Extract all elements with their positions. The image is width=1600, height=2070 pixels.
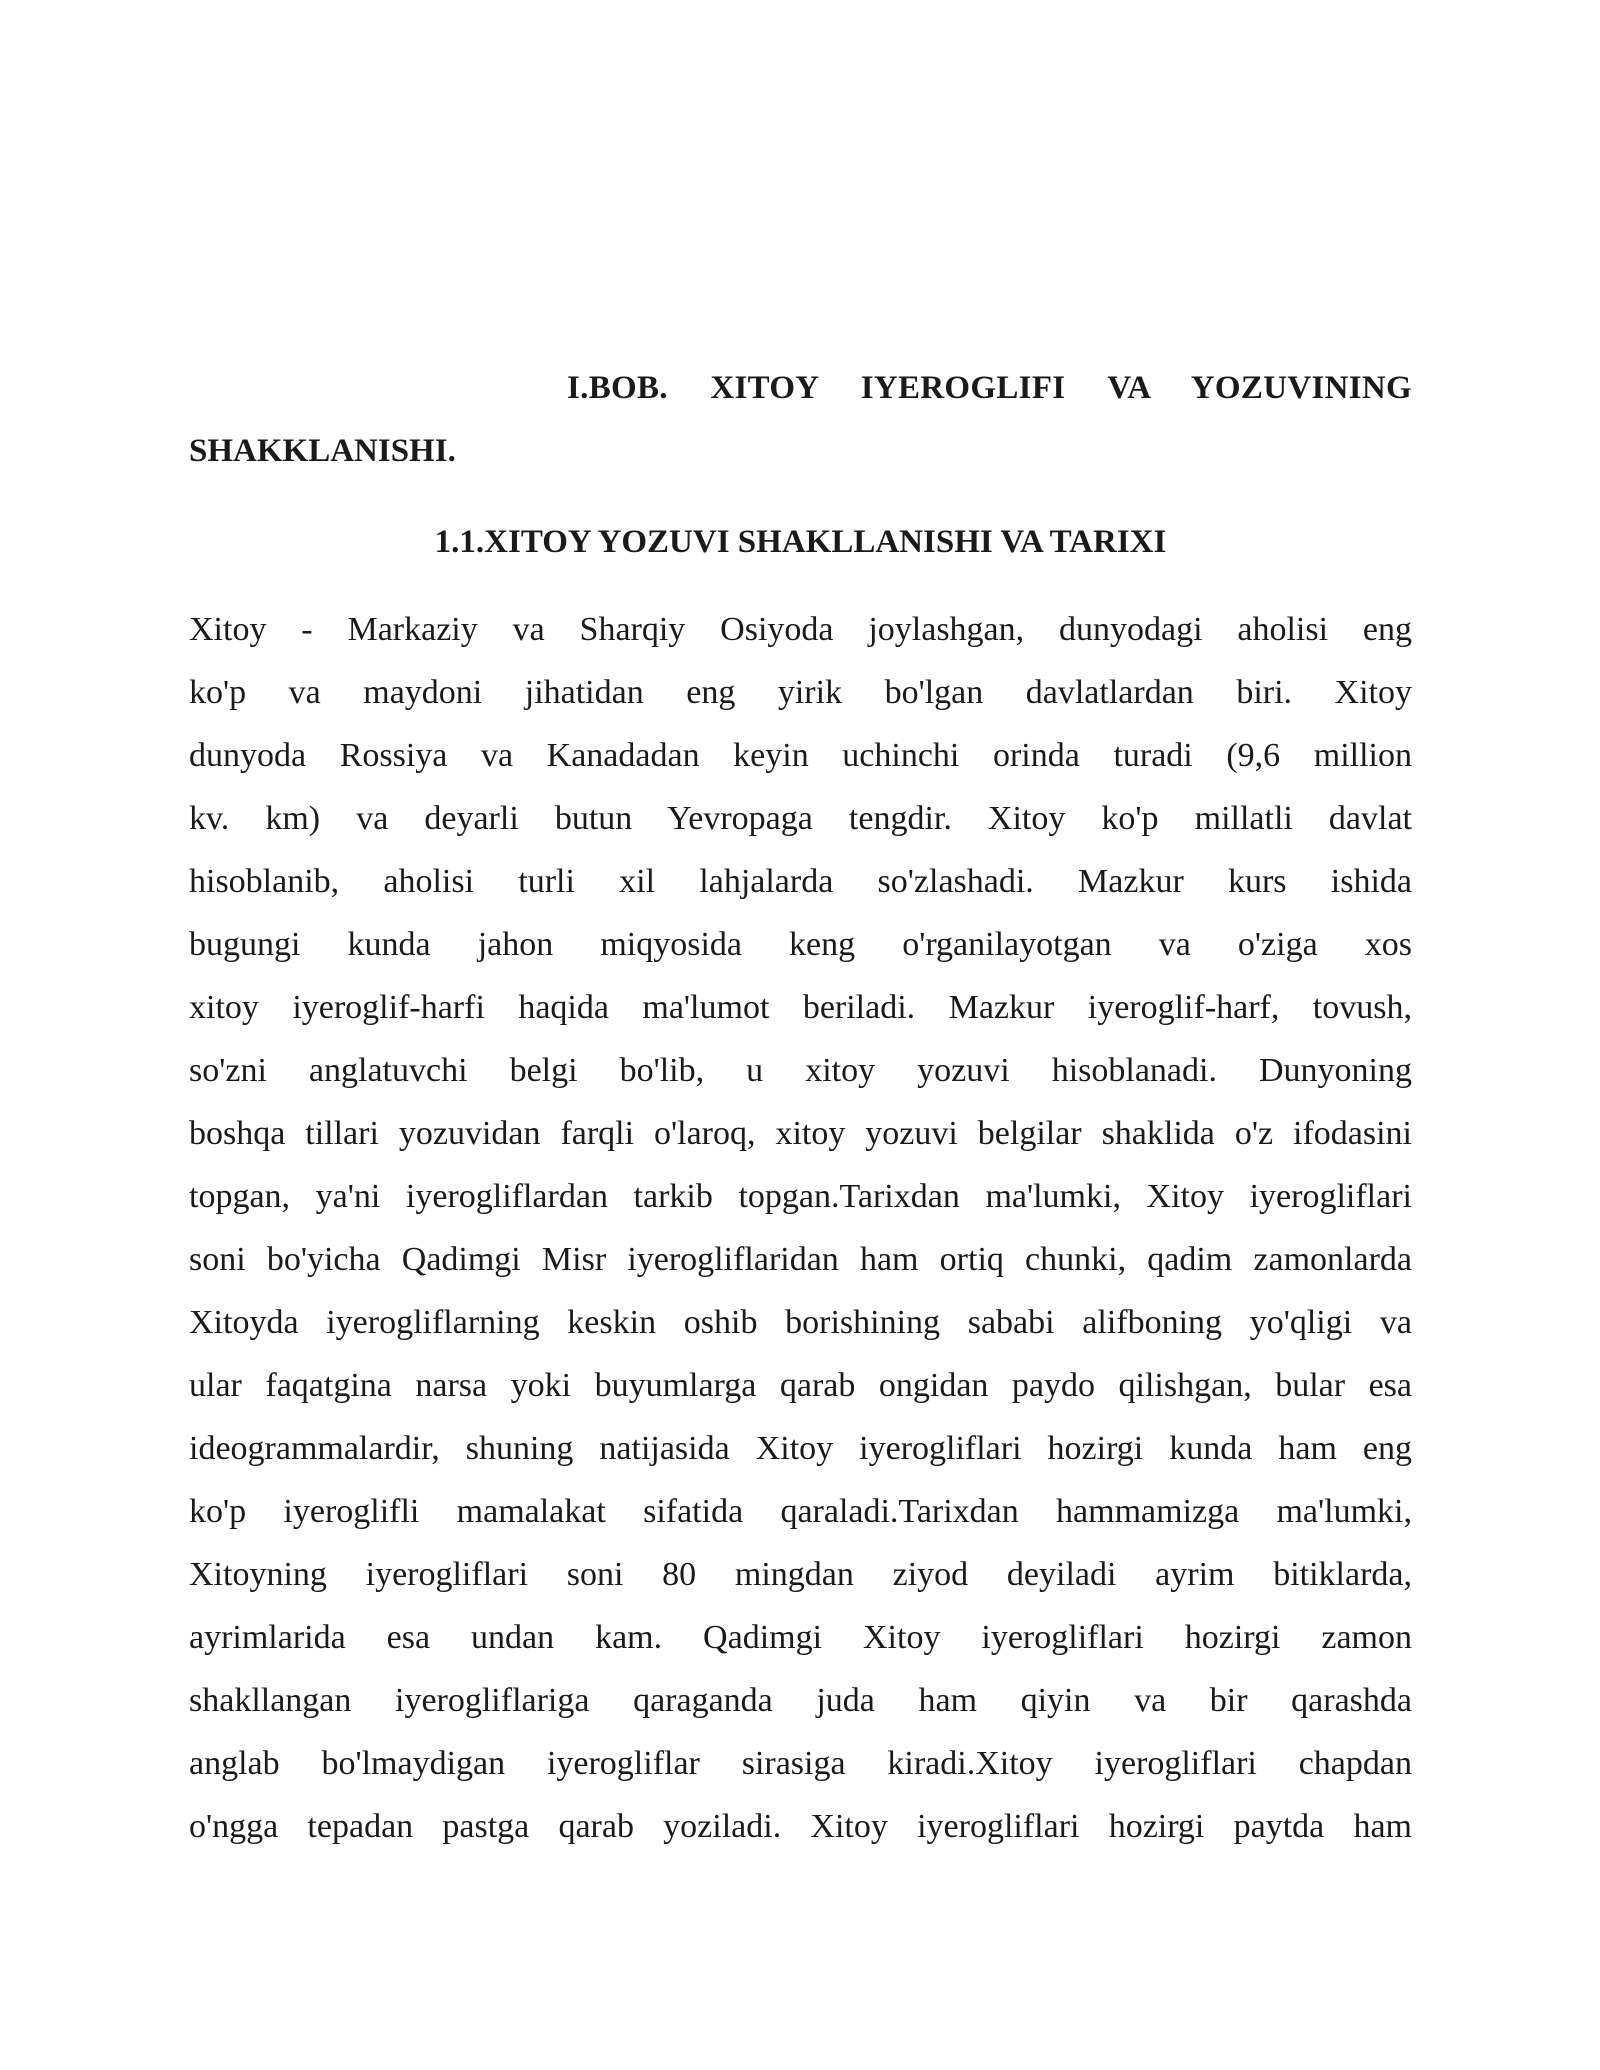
body-paragraph — [189, 610, 1412, 1870]
paragraph-line: ko'p va maydoni jihatidan eng yirik bo'lgan davlatlardan biri. Xitoy — [189, 674, 1412, 711]
paragraph-line: bugungi kunda jahon miqyosida keng o'rganilayotgan va o'ziga xos — [189, 926, 1412, 963]
paragraph-line: ideogrammalardir, shuning natijasida Xitoy iyerogliflari hozirgi kunda ham eng — [189, 1430, 1412, 1467]
paragraph-line: so'zni anglatuvchi belgi bo'lib, u xitoy yozuvi hisoblanadi. Dunyoning — [189, 1052, 1412, 1089]
paragraph-line: hisoblanib, aholisi turli xil lahjalarda so'zlashadi. Mazkur kurs ishida — [189, 863, 1412, 900]
chapter-title: I.BOB. XITOY IYEROGLIFI VA YOZUVINING — [567, 370, 1412, 406]
paragraph-line: ko'p iyeroglifli mamalakat sifatida qaraladi.Tarixdan hammamizga ma'lumki, — [189, 1493, 1412, 1530]
paragraph-line: Xitoyning iyerogliflari soni 80 mingdan ziyod deyiladi ayrim bitiklarda, — [189, 1556, 1412, 1593]
paragraph-line: xitoy iyeroglif-harfi haqida ma'lumot beriladi. Mazkur iyeroglif-harf, tovush, — [189, 989, 1412, 1026]
chapter-title-continuation: SHAKKLANISHI. — [189, 433, 456, 469]
paragraph-line: dunyoda Rossiya va Kanadadan keyin uchinchi orinda turadi (9,6 million — [189, 737, 1412, 774]
paragraph-line: Xitoyda iyerogliflarning keskin oshib borishining sababi alifboning yo'qligi va — [189, 1304, 1412, 1341]
paragraph-line: shakllangan iyerogliflariga qaraganda juda ham qiyin va bir qarashda — [189, 1682, 1412, 1719]
paragraph-line: soni bo'yicha Qadimgi Misr iyerogliflaridan ham ortiq chunki, qadim zamonlarda — [189, 1241, 1412, 1278]
paragraph-line: o'ngga tepadan pastga qarab yoziladi. Xitoy iyerogliflari hozirgi paytda ham — [189, 1808, 1412, 1845]
paragraph-line: topgan, ya'ni iyerogliflardan tarkib topgan.Tarixdan ma'lumki, Xitoy iyerogliflari — [189, 1178, 1412, 1215]
paragraph-line: Xitoy - Markaziy va Sharqiy Osiyoda joylashgan, dunyodagi aholisi eng — [189, 611, 1412, 648]
paragraph-line: ayrimlarida esa undan kam. Qadimgi Xitoy iyerogliflari hozirgi zamon — [189, 1619, 1412, 1656]
paragraph-line: anglab bo'lmaydigan iyerogliflar sirasiga kiradi.Xitoy iyerogliflari chapdan — [189, 1745, 1412, 1782]
paragraph-line: kv. km) va deyarli butun Yevropaga tengdir. Xitoy ko'p millatli davlat — [189, 800, 1412, 837]
paragraph-line: ular faqatgina narsa yoki buyumlarga qarab ongidan paydo qilishgan, bular esa — [189, 1367, 1412, 1404]
paragraph-line: boshqa tillari yozuvidan farqli o'laroq, xitoy yozuvi belgilar shaklida o'z ifodasini — [189, 1115, 1412, 1152]
section-title: 1.1.XITOY YOZUVI SHAKLLANISHI VA TARIXI — [434, 524, 1167, 560]
